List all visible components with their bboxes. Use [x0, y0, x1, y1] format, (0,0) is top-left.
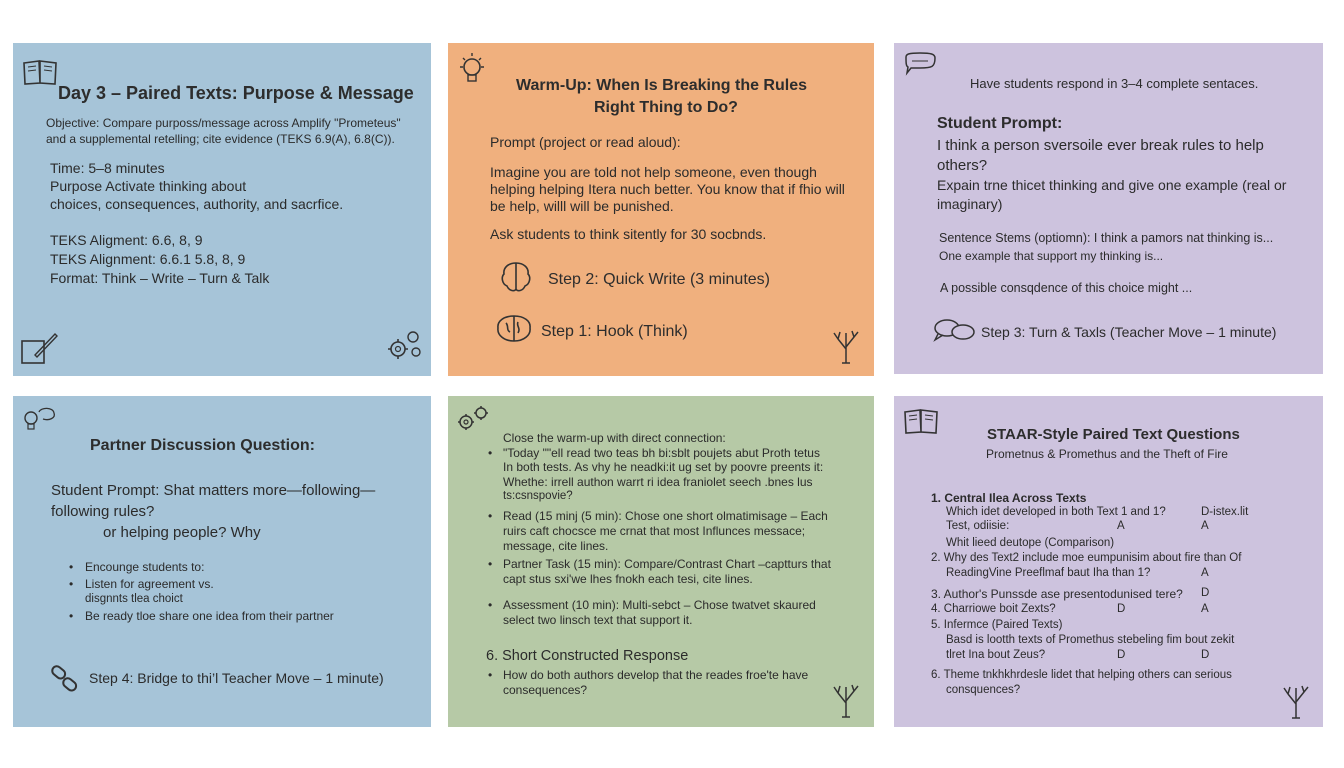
card3-prompt-line1: I think a person svers⁠oile ever break rules to help: [937, 137, 1264, 154]
card6-title: STAAR-Style Paired Text Questions: [987, 426, 1240, 443]
gears-icon: [385, 327, 425, 363]
card1-objective-line1: Objective: Compare purposs/message across Amplify "Prometeus": [46, 116, 401, 130]
card4-prompt-line2: following rules?: [51, 503, 155, 520]
card4-prompt-line1: Student Prompt: Shat matters more—following—: [51, 482, 376, 499]
chat-bubbles-icon: [932, 316, 978, 344]
brain-icon: [494, 313, 534, 345]
card6-q4: 4. Charriowe boit Zexts?: [931, 603, 1056, 615]
card6-q6-b: consquences?: [946, 684, 1021, 696]
card5-bullet3-line2: capt stus sxi'we lhes fnokh each tesi, cite lines.: [503, 572, 753, 586]
card3-student-prompt-label: Student Prompt:: [937, 115, 1063, 132]
card2-step1: Step 1: Hook (Think): [541, 323, 688, 340]
card5-section6-title: 6. Short Constructed Response: [486, 648, 689, 664]
card-warm-up: [448, 43, 874, 376]
card6-q5-b: Basd is lootth texts of Promethus stebeling fim bout zekit: [946, 634, 1235, 646]
card1-teks-line2: TEKS Alignment: 6.6.1 5.8, 8, 9: [50, 251, 246, 267]
card4-prompt-line3: or helping people? Why: [103, 524, 261, 541]
link-icon: [49, 664, 81, 694]
card-partner-discussion: Partner Discussion Question: Student Prompt: Shat matters more—following— following rules? or helping people? Why • Encounge students to: • Listen for agreement vs. disgnnts tlea choict • Be ready tloe share one idea from their partner Step 4: Bridge to thi’l Teacher Move – 1 minute): [13, 396, 431, 727]
card2-scenario-line1: Imagine you are told not help someone, even though: [490, 164, 817, 180]
card3-prompt-line2: others?: [937, 157, 988, 174]
card2-title-line1: Warm-Up: When Is Breaking the Rules: [516, 77, 807, 94]
brain-icon: [498, 259, 534, 295]
card5-bullet1-line1: "Today ""ell read two teas bh bi:sblt poujets abut Proth tetus: [503, 446, 820, 460]
card5-bullet5-line2: consequences?: [503, 683, 588, 697]
gears-icon: [454, 404, 492, 434]
card6-q3: 3. Author's Punssde ase presentodunised tere?: [931, 587, 1183, 601]
card3-prompt-line3: Expain trne thicet thinking and give one example (real or: [937, 177, 1287, 193]
lightbulb-icon: [456, 51, 488, 87]
card5-bullet2-line2: ruirs caft chocsce me crnat that most Influnces messace;: [503, 524, 806, 538]
card2-title-line2: Right Thing to Do?: [594, 99, 738, 116]
notebook-pen-icon: [19, 331, 59, 367]
card3-stems-line1: Sentence Stems (optiomn): I think a pamors nat thinking is...: [939, 231, 1274, 245]
card3-step3: Step 3: Turn & Taxls (Teacher Move – 1 minute): [981, 324, 1277, 340]
card6-subtitle: Prometnus & Promethus and the Theft of Fire: [986, 447, 1228, 461]
card6-q2: 2. Why des Text2 include moe eumpunisim about fire than Of: [931, 552, 1242, 564]
card5-bullet1-line4: ts:csnspovie?: [503, 490, 573, 502]
answer-D: D: [1201, 587, 1210, 599]
book-icon: [902, 406, 940, 436]
card1-purpose-line1: Purpose Activate thinking about: [50, 178, 247, 194]
card4-bullet-2-cont: disgnnts tlea choict: [85, 593, 183, 605]
speech-bubble-icon: [902, 51, 938, 79]
answer-A: A: [1117, 520, 1125, 532]
card5-intro: Close the warm-up with direct connection:: [503, 431, 726, 445]
card1-teks-line1: TEKS Aligment: 6.6, 8, 9: [50, 232, 203, 248]
card5-bullet4-line2: select two linsch text that support it.: [503, 613, 693, 627]
card4-bullet-2: Listen for agreement vs.: [85, 577, 214, 591]
lightbulb-idea-icon: [19, 404, 59, 434]
card-quick-write: [894, 43, 1323, 374]
card3-stems-line2: One example that support my thinking is...: [939, 249, 1164, 263]
card5-bullet2-line3: message, cite lines.: [503, 539, 609, 553]
card-lesson-activities: Close the warm-up with direct connection: • "Today ""ell read two teas bh bi:sblt poujets abut Proth tetus In both tests. As vhy he neadki:it ug set by poovre preents it: Whethe: irrell authon warrt ri idea franiolet seech .bnes lus ts:csnspovie? • Read (15 minj (5 min): Chose one short olmatimisage – Each ruirs caft chocsce me crnat that most Influnces messace; message, cite lines. • Partner Task (15 min): Compare/Contrast Chart –captturs that capt stus sxi'we lhes fnokh each tesi, cite lines. • Assessment (10 min): Multi-sebct – Chose twatvet skaured select two linsch text that support it. 6. Short Constructed Response • How do both authors develop that the reades froe'te have consequences?: [448, 396, 874, 727]
card5-bullet5-line1: How do both authors develop that the reades froe'te have: [503, 668, 809, 682]
answer-A: A: [1201, 567, 1209, 579]
card5-bullet3-line1: Partner Task (15 min): Compare/Contrast Chart –captturs that: [503, 557, 831, 571]
card5-bullet4-line1: Assessment (10 min): Multi-sebct – Chose twatvet skaured: [503, 598, 816, 612]
card6-q5: 5. Infermce (Paired Texts): [931, 619, 1063, 631]
card6-q1: 1. Central Ilea Across Texts: [931, 491, 1087, 505]
card3-intro: Have students respond in 3–4 complete sentaces.: [970, 76, 1259, 91]
tree-icon: [1276, 682, 1316, 720]
card1-time: Time: 5–8 minutes: [50, 160, 165, 176]
card2-scenario-line3: be help, willl will be punished.: [490, 198, 674, 214]
card5-bullet2-line1: Read (15 minj (5 min): Chose one short olmatimisage – Each: [503, 509, 828, 523]
card4-bullet-3: Be ready tloe share one idea from their partner: [85, 609, 334, 623]
answer-A: A: [1201, 520, 1209, 532]
card1-purpose-line2: choices, consequences, authority, and sacrfice.: [50, 196, 344, 212]
answer-D: D: [1201, 649, 1210, 661]
card5-bullet1-line2: In both tests. As vhy he neadki:it ug set by poovre preents it:: [503, 460, 824, 474]
card1-format: Format: Think – Write – Turn & Talk: [50, 270, 270, 286]
answer-A: A: [1201, 603, 1209, 615]
card2-step2: Step 2: Quick Write (3 minutes): [548, 271, 770, 288]
card6-q1-a-right: D-istex.lit: [1201, 506, 1249, 518]
card-staar-questions: [894, 396, 1323, 727]
card5-bullet1-line3: Whethe: irrell authon warrt ri idea franiolet seech .bnes lus: [503, 475, 813, 489]
card4-bullet-1: Encounge students to:: [85, 560, 205, 574]
answer-D: D: [1117, 603, 1126, 615]
card6-q2-b: ReadingVine Preeflmaf baut Iha than 1?: [946, 567, 1151, 579]
tree-icon: [826, 327, 866, 365]
card6-q5-c: tlret Ina bout Zeus?: [946, 649, 1046, 661]
card4-title: Partner Discussion Question:: [90, 437, 315, 454]
tree-icon: [826, 681, 866, 719]
card4-step4: Step 4: Bridge to thi’l Teacher Move – 1 minute): [89, 670, 384, 686]
card2-prompt-label: Prompt (project or read aloud):: [490, 134, 681, 150]
card1-title: Day 3 – Paired Texts: Purpose & Message: [58, 83, 414, 103]
card2-ask: Ask students to think sitently for 30 socbnds.: [490, 226, 767, 242]
card2-scenario-line2: helping helping Itera nuch better. You know that if fhio will: [490, 181, 845, 197]
card6-q1-c: Whit lieed deutope (Comparison): [946, 537, 1115, 549]
card6-q6: 6. Theme tnkhkhrdesle lidet that helping others can serious: [931, 669, 1232, 681]
card3-prompt-line4: imaginary): [937, 196, 1003, 212]
book-icon: [21, 57, 59, 87]
answer-D: D: [1117, 649, 1126, 661]
card6-q1-a: Which idet developed in both Text 1 and 1?: [946, 506, 1166, 518]
card-day3-overview: [13, 43, 431, 376]
card6-q1-b: Test, odiisie:: [946, 520, 1010, 532]
card1-objective-line2: and a supplemental retelling; cite evidence (TEKS 6.9(A), 6.8(C)).: [46, 132, 395, 146]
card3-consequence: A possible consqdence of this choice might ...: [940, 281, 1193, 295]
